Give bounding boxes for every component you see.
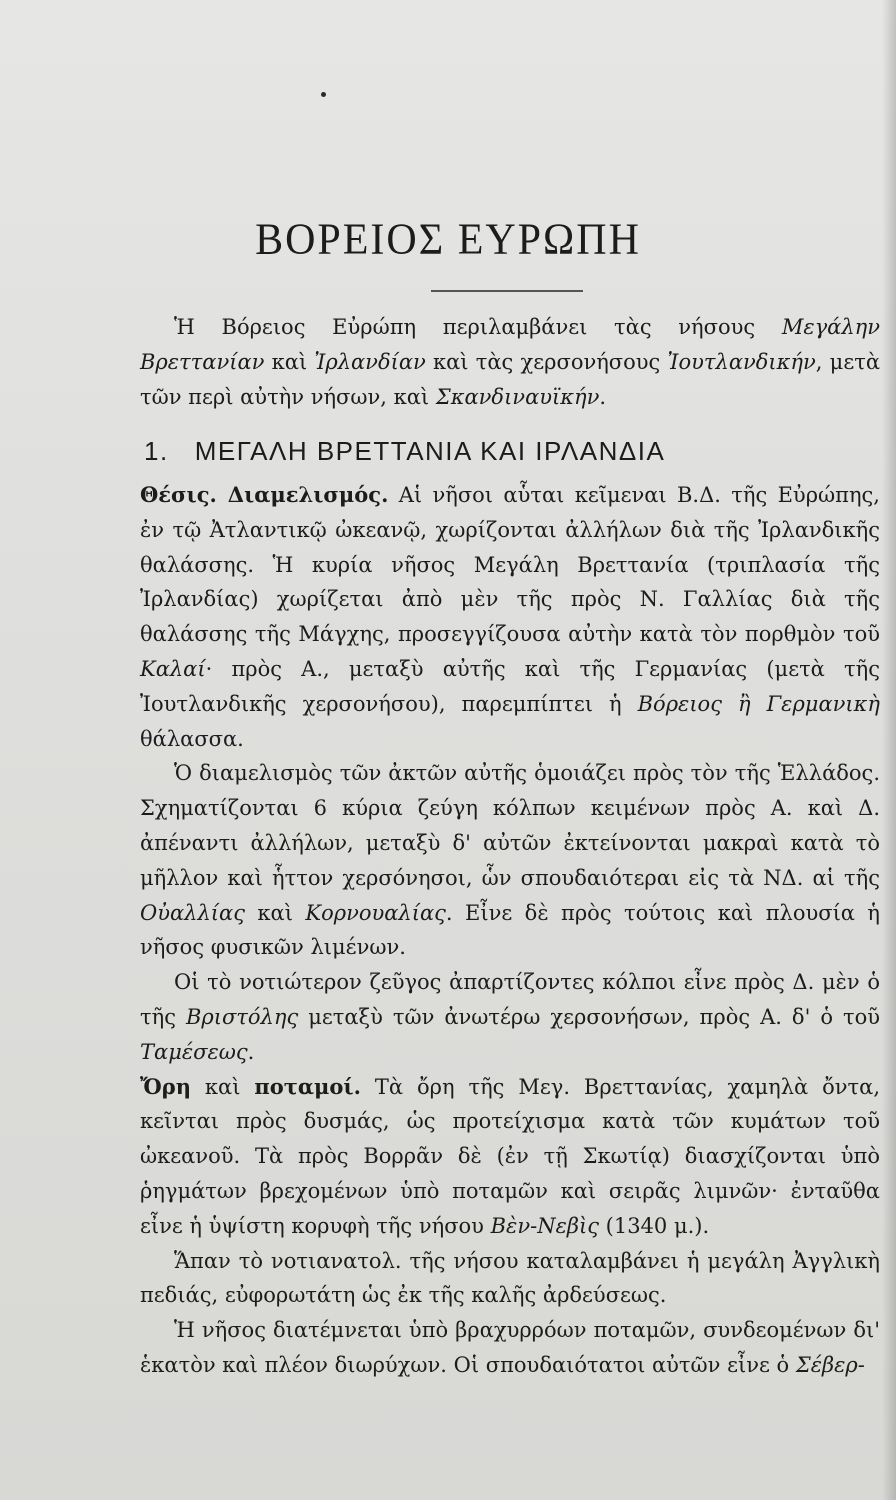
text-run: Τὰ ὄρη τῆς Μεγ. Βρεττανίας, χαμηλὰ ὄντα, κεῖνται πρὸς δυσμάς, ὡς προτείχισμα κατὰ τῶν κυμάτων τοῦ ὠκεανοῦ. Τὰ πρὸς Βορρᾶν δὲ (ἐν τῇ Σκωτίᾳ) διασχίζονται ὑπὸ ῥηγμάτων βρεχομένων ὑπὸ ποταμῶν καὶ σειρᾶς λιμνῶν· ἐνταῦθα εἶνε ἡ ὑψίστη κορυφὴ τῆς νήσου	[140, 1074, 880, 1238]
subheading: Ὄρη	[140, 1073, 191, 1099]
text-run: .	[247, 1039, 255, 1064]
ink-dot	[321, 92, 326, 97]
text-run: Ἡ Βόρειος Εὐρώπη περιλαμβάνει τὰς νήσους	[174, 315, 782, 339]
section-title: ΜΕΓΑΛΗ ΒΡΕΤΤΑΝΙΑ ΚΑΙ ΙΡΛΑΝΔΙΑ	[194, 436, 666, 466]
main-text	[140, 478, 880, 1383]
text-run: .	[599, 384, 607, 409]
section-number: 1.	[144, 436, 169, 466]
paragraph-mountains	[140, 1070, 880, 1244]
subheading: ποταμοί.	[254, 1073, 361, 1099]
text-run: · πρὸς Α., μεταξὺ αὐτῆς καὶ τῆς Γερμανίας (μετὰ τῆς Ἰουτλανδικῆς χερσονήσου), παρεμπίπτει ἡ	[140, 656, 880, 716]
paragraph-coasts	[140, 756, 880, 965]
text-run: μεταξὺ τῶν ἀνωτέρω χερσονήσων, πρὸς Α. δ' ὁ τοῦ	[298, 1004, 880, 1029]
paragraph-gulfs	[140, 965, 880, 1069]
italic-run: Μεγάλην Βρεττανίαν	[140, 315, 880, 374]
intro-paragraph	[140, 310, 880, 414]
italic-run: Σκανδιναυϊκήν	[435, 384, 600, 409]
italic-run: Καλαί	[140, 656, 206, 681]
text-run: καὶ	[190, 1074, 255, 1099]
text-run: . Εἶνε δὲ πρὸς τούτοις καὶ πλουσία ἡ νῆσος φυσικῶν λιμένων.	[140, 900, 881, 960]
italic-run: Ταμέσεως	[140, 1039, 248, 1064]
page-title: ΒΟΡΕΙΟΣ ΕΥΡΩΠΗ	[255, 215, 641, 265]
text-run: Ἅπαν τὸ νοτιανατολ. τῆς νήσου καταλαμβάνει ἡ μεγάλη Ἀγγλικὴ πεδιάς, εὐφορωτάτη ὡς ἐκ τῆς καλῆς ἀρδεύσεως.	[140, 1248, 880, 1308]
italic-run: Κορνουαλίας	[305, 900, 446, 925]
text-run: θάλασσα.	[140, 726, 244, 751]
text-run: (1340 μ.).	[598, 1213, 710, 1238]
paragraph-plain	[140, 1244, 880, 1314]
italic-run: Βριστόλης	[185, 1004, 299, 1029]
text-run: Οἱ τὸ νοτιώτερον ζεῦγος ἀπαρτίζοντες κόλποι εἶνε πρὸς Δ. μὲν ὁ τῆς	[140, 970, 880, 1029]
italic-run: Βόρειος ἢ Γερμανικὴ	[637, 691, 880, 716]
text-run: καὶ τὰς χερσονήσους	[425, 349, 668, 374]
intro-text	[140, 310, 880, 414]
italic-run: Σέβερ-	[795, 1352, 865, 1377]
text-run: καὶ	[244, 900, 306, 925]
paragraph-rivers	[140, 1313, 880, 1383]
text-run: καὶ	[264, 349, 315, 374]
italic-run: Ἰουτλανδικήν	[667, 349, 816, 374]
section-heading	[144, 436, 874, 467]
title-rule	[431, 290, 583, 292]
text-run: , μετὰ τῶν περὶ αὐτὴν νήσων, καὶ	[140, 349, 881, 409]
subheading: Θέσις. Διαμελισμός.	[140, 482, 389, 507]
italic-run: Ἰρλανδίαν	[314, 349, 426, 374]
paragraph-position	[140, 478, 880, 756]
text-run: Αἱ νῆσοι αὗται κεῖμεναι Β.Δ. τῆς Εὐρώπης, ἐν τῷ Ἀτλαντικῷ ὠκεανῷ, χωρίζονται ἀλλήλων διὰ τῆς Ἰρλανδικῆς θαλάσσης. Ἡ κυρία νῆσος Μεγάλη Βρεττανία (τριπλασία τῆς Ἰρλανδίας) χωρίζεται ἀπὸ μὲν τῆς πρὸς Ν. Γαλλίας διὰ τῆς θαλάσσης τῆς Μάγχης, προσεγγίζουσα αὐτὴν κατὰ τὸν πορθμὸν τοῦ	[140, 483, 880, 647]
text-run: Ἡ νῆσος διατέμνεται ὑπὸ βραχυρρόων ποταμῶν, συνδεομένων δι' ἑκατὸν καὶ πλέον διωρύχων. Οἱ σπουδαιότατοι αὐτῶν εἶνε ὁ	[140, 1318, 880, 1377]
text-run: Ὁ διαμελισμὸς τῶν ἀκτῶν αὐτῆς ὁμοιάζει πρὸς τὸν τῆς Ἑλλάδος. Σχηματίζονται 6 κύρια ζεύγη κόλπων κειμένων πρὸς Α. καὶ Δ. ἀπέναντι ἀλλήλων, μεταξὺ δ' αὐτῶν ἐκτείνονται μακραὶ κατὰ τὸ μῆλλον καὶ ἧττον χερσόνησοι, ὧν σπουδαιότεραι εἰς τὰ ΝΔ. αἱ τῆς	[140, 761, 880, 890]
italic-run: Οὐαλλίας	[140, 900, 245, 925]
italic-run: Βὲν-Νεβὶς	[490, 1213, 599, 1238]
